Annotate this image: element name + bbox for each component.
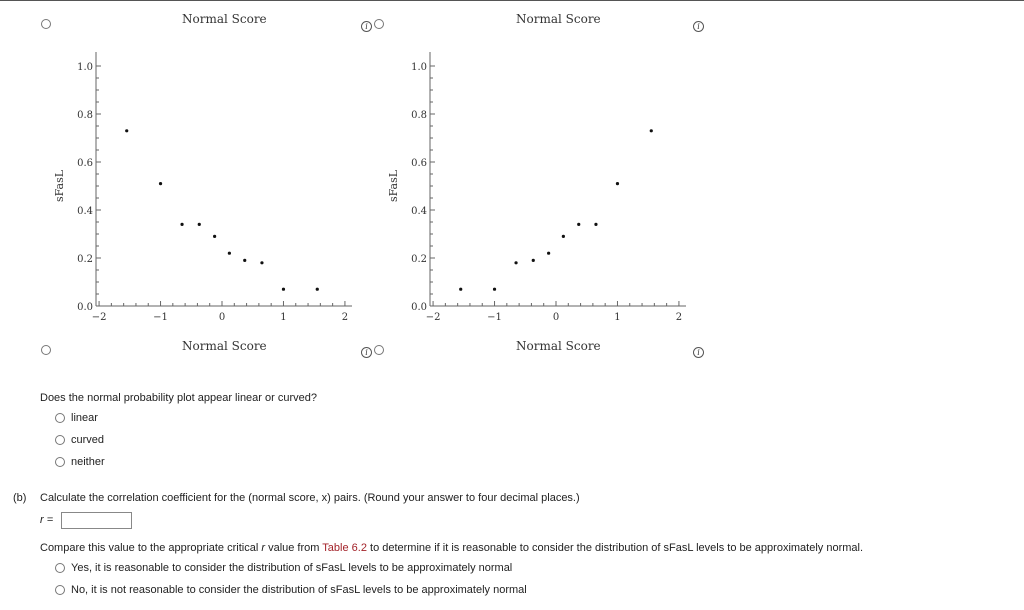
y-tick-label: 0.2 bbox=[77, 254, 93, 265]
compare-r: r bbox=[261, 542, 266, 554]
y-axis-label: sFasL bbox=[387, 169, 400, 203]
y-tick-label: 0.2 bbox=[411, 254, 427, 265]
radio-button[interactable] bbox=[55, 457, 65, 467]
y-tick-label: 0.8 bbox=[411, 110, 427, 121]
radio-button[interactable] bbox=[55, 435, 65, 445]
x-tick-label: 2 bbox=[341, 312, 349, 323]
data-point bbox=[514, 261, 517, 264]
data-point bbox=[547, 252, 550, 255]
x-tick-label: 1 bbox=[614, 312, 621, 323]
x-tick-label: 0 bbox=[552, 312, 560, 323]
data-point bbox=[180, 223, 183, 226]
option-label: linear bbox=[71, 412, 98, 424]
radio-button[interactable] bbox=[55, 563, 65, 573]
y-tick-label: 0.0 bbox=[77, 302, 93, 313]
x-tick-label: 1 bbox=[280, 312, 287, 323]
question-a-prompt: Does the normal probability plot appear linear or curved? bbox=[40, 392, 317, 404]
data-point bbox=[282, 288, 285, 291]
option-label: Yes, it is reasonable to consider the distribution of sFasL levels to be approximately normal bbox=[71, 562, 513, 574]
data-point bbox=[125, 129, 128, 132]
y-tick-label: 0.6 bbox=[77, 158, 93, 169]
info-icon[interactable]: i bbox=[693, 347, 704, 358]
x-tick-label: −1 bbox=[487, 312, 502, 323]
info-icon[interactable]: i bbox=[361, 347, 372, 358]
data-point bbox=[562, 235, 565, 238]
y-tick-label: 0.4 bbox=[411, 206, 427, 217]
plot-radio-1[interactable] bbox=[41, 19, 51, 29]
data-point bbox=[213, 235, 216, 238]
data-point bbox=[577, 223, 580, 226]
data-point bbox=[198, 223, 201, 226]
y-tick-label: 0.0 bbox=[411, 302, 427, 313]
x-tick-label: 0 bbox=[218, 312, 226, 323]
table-6-2-link[interactable]: Table 6.2 bbox=[322, 542, 367, 554]
plot-1-xlabel: Normal Score bbox=[182, 339, 267, 353]
y-axis-label: sFasL bbox=[53, 169, 66, 203]
y-tick-label: 0.6 bbox=[411, 158, 427, 169]
data-point bbox=[159, 182, 162, 185]
y-tick-label: 1.0 bbox=[77, 62, 93, 73]
y-tick-label: 0.4 bbox=[77, 206, 93, 217]
part-b-label: (b) bbox=[13, 492, 27, 504]
data-point bbox=[316, 288, 319, 291]
top-divider bbox=[0, 0, 1024, 1]
compare-text-3: to determine if it is reasonable to consider the distribution of sFasL levels to be approximately normal. bbox=[366, 542, 864, 554]
data-point bbox=[532, 259, 535, 262]
x-tick-label: −1 bbox=[153, 312, 168, 323]
r-label: r = bbox=[40, 514, 54, 526]
info-icon[interactable]: i bbox=[693, 21, 704, 32]
y-tick-label: 0.8 bbox=[77, 110, 93, 121]
r-answer-input[interactable] bbox=[61, 512, 132, 529]
option-label: neither bbox=[71, 456, 105, 468]
radio-button[interactable] bbox=[55, 413, 65, 423]
data-point bbox=[493, 288, 496, 291]
plot-radio-3[interactable] bbox=[41, 345, 51, 355]
info-icon[interactable]: i bbox=[361, 21, 372, 32]
plot-2-xlabel: Normal Score bbox=[516, 339, 601, 353]
compare-instruction bbox=[40, 542, 863, 554]
plot-2-title: Normal Score bbox=[516, 12, 601, 26]
data-point bbox=[459, 288, 462, 291]
compare-text-1: Compare this value to the appropriate critical bbox=[40, 542, 262, 554]
option-label: curved bbox=[71, 434, 105, 446]
x-tick-label: 2 bbox=[675, 312, 683, 323]
question-b-prompt: Calculate the correlation coefficient for the (normal score, x) pairs. (Round your answer to four decimal places.) bbox=[40, 492, 580, 504]
data-point bbox=[594, 223, 597, 226]
compare-text-2: value from bbox=[265, 542, 323, 554]
data-point bbox=[650, 129, 653, 132]
y-tick-label: 1.0 bbox=[411, 62, 427, 73]
data-point bbox=[616, 182, 619, 185]
data-point bbox=[228, 252, 231, 255]
x-tick-label: −2 bbox=[91, 312, 107, 323]
plot-1-title: Normal Score bbox=[182, 12, 267, 26]
data-point bbox=[243, 259, 246, 262]
plot-radio-4[interactable] bbox=[374, 345, 384, 355]
plot-radio-2[interactable] bbox=[374, 19, 384, 29]
x-tick-label: −2 bbox=[425, 312, 441, 323]
radio-button[interactable] bbox=[55, 585, 65, 595]
option-label: No, it is not reasonable to consider the distribution of sFasL levels to be approximately normal bbox=[71, 584, 527, 596]
data-point bbox=[260, 261, 263, 264]
